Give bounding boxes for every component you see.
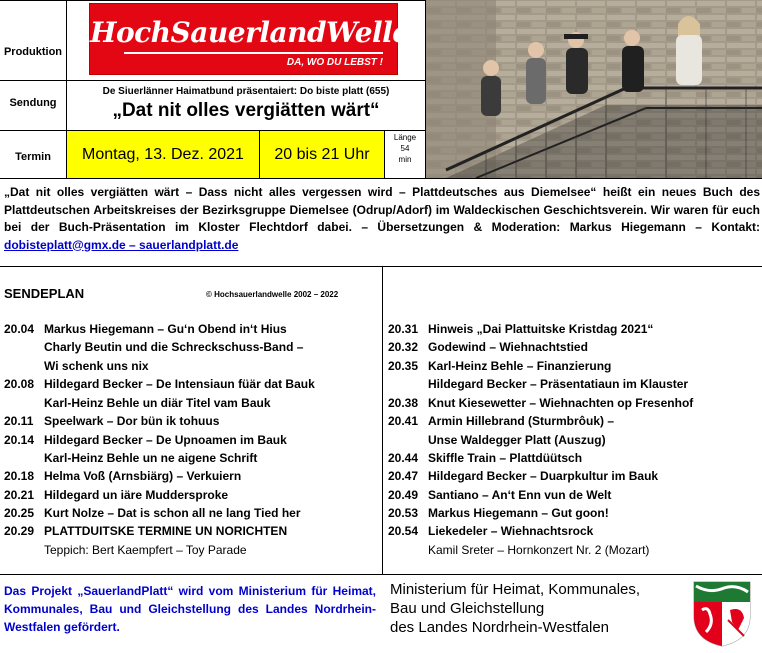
length-cell — [385, 132, 425, 165]
ministry-line: Ministerium für Heimat, Kommunales, — [390, 581, 641, 598]
intro-text: „Dat nit olles vergiätten wärt – Dass nicht alles vergessen wird – Plattdeutsches aus Diemelsee“ heißt ein neues Buch des Plattdeutschen Arbeitskreises der Bezirksgruppe Diemelsee (Odrup/Adorf) im Waldeckischen Geschichtsverein. Wir waren für euch bei der Buch-Präsentation im Kloster Flechtdorf dabei. – Übersetzungen & Moderation: Markus Hiegemann – Kontakt: — [4, 185, 760, 234]
schedule-entry: 20.29 PLATTDUITSKE TERMINE UN NORICHTEN — [4, 524, 288, 538]
logo-underline — [124, 52, 383, 54]
sendung-title: „Dat nit olles vergiätten wärt“ — [112, 100, 380, 121]
schedule-entry: 20.41 Armin Hillebrand (Sturmbrôuk) – — [388, 414, 615, 428]
broadcast-date: Montag, 13. Dez. 2021 — [82, 146, 244, 163]
sendeplan-title: SENDEPLAN — [4, 286, 85, 301]
hochsauerlandwelle-logo — [89, 3, 410, 75]
project-funding-note: Das Projekt „SauerlandPlatt“ wird vom Ministerium für Heimat, Kommunales, Bau und Gleichstellung des Landes Nordrhein-Westfalen gefördert. — [4, 584, 376, 634]
logo-tagline: DA, WO DU LEBST ! — [286, 57, 383, 68]
ministry-block — [390, 580, 640, 637]
header-bottom-line — [0, 178, 762, 179]
schedule-entry: 20.54 Liekedeler – Wiehnachtsrock — [388, 524, 594, 538]
header-divider — [0, 80, 426, 81]
ministry-line: Bau und Gleichstellung — [390, 600, 545, 617]
length-unit: min — [398, 155, 412, 164]
time-cell — [260, 131, 384, 178]
schedule-entry: 20.32 Godewind – Wiehnachtstied — [388, 340, 588, 354]
sendung-subtitle: De Siuerlänner Haimatbund präsentaiert: Do biste platt (655) — [102, 86, 390, 97]
nrw-coat-of-arms-icon — [690, 580, 754, 648]
schedule-entry: 20.47 Hildegard Becker – Duarpkultur im Bauk — [388, 469, 659, 483]
contact-link[interactable]: dobisteplatt@gmx.de – sauerlandplatt.de — [4, 237, 239, 252]
broadcast-time: 20 bis 21 Uhr — [274, 146, 370, 163]
schedule-entry: Teppich: Bert Kaempfert – Toy Parade — [44, 543, 247, 557]
sendeplan-copyright: © Hochsauerlandwelle 2002 – 2022 — [206, 290, 339, 299]
sendeplan-top-line — [0, 266, 762, 267]
schedule-entry: 20.53 Markus Hiegemann – Gut goon! — [388, 506, 609, 520]
label-sendung: Sendung — [9, 97, 57, 109]
sendeplan-bottom-line — [0, 574, 762, 575]
schedule-entry: Charly Beutin und die Schreckschuss-Band – — [44, 340, 304, 354]
date-cell — [67, 131, 259, 178]
intro-paragraph — [4, 184, 760, 254]
schedule-entry: 20.25 Kurt Nolze – Dat is schon all ne lang Tied her — [4, 506, 301, 520]
header-border — [0, 0, 426, 1]
schedule-entry: Kamil Sreter – Hornkonzert Nr. 2 (Mozart) — [428, 543, 650, 557]
logo-wordmark: HochSauerlandWelle — [90, 16, 410, 49]
schedule-entry: 20.11 Speelwark – Dor bün ik tohuus — [4, 414, 220, 428]
label-termin: Termin — [15, 151, 51, 163]
schedule-entry: 20.31 Hinweis „Dai Plattuitske Kristdag 2021“ — [388, 322, 654, 336]
schedule-entry: 20.08 Hildegard Becker – De Intensiaun füär dat Bauk — [4, 377, 315, 391]
ministry-line: des Landes Nordrhein-Westfalen — [390, 619, 610, 636]
length-label: Länge — [393, 133, 417, 142]
schedule-entry: 20.14 Hildegard Becker – De Upnoamen im Bauk — [4, 433, 287, 447]
schedule-entry: 20.49 Santiano – An‘t Enn vun de Welt — [388, 488, 612, 502]
schedule-entry: 20.38 Knut Kiesewetter – Wiehnachten op Fresenhof — [388, 396, 694, 410]
schedule-entry: Karl-Heinz Behle un ne aigene Schrift — [44, 451, 258, 465]
schedule-entry: 20.44 Skiffle Train – Plattdüütsch — [388, 451, 583, 465]
schedule-entry: 20.21 Hildegard un iäre Muddersproke — [4, 488, 229, 502]
schedule-entry: Hildegard Becker – Präsentatiaun im Klauster — [428, 377, 689, 391]
schedule-entry: 20.04 Markus Hiegemann – Gu‘n Obend in‘t Hius — [4, 322, 287, 336]
group-photo — [426, 0, 762, 178]
sendeplan-column-divider — [382, 266, 383, 574]
schedule-entry: Karl-Heinz Behle un diär Titel vam Bauk — [44, 396, 271, 410]
schedule-entry: 20.35 Karl-Heinz Behle – Finanzierung — [388, 359, 612, 373]
schedule-entry: 20.18 Helma Voß (Arnsbiärg) – Verkuiern — [4, 469, 242, 483]
length-value: 54 — [400, 144, 410, 153]
schedule-entry: Wi schenk uns nix — [44, 359, 149, 373]
schedule-entry: Unse Waldegger Platt (Auszug) — [428, 433, 606, 447]
label-produktion: Produktion — [3, 46, 63, 58]
photo-illustration — [426, 0, 762, 178]
